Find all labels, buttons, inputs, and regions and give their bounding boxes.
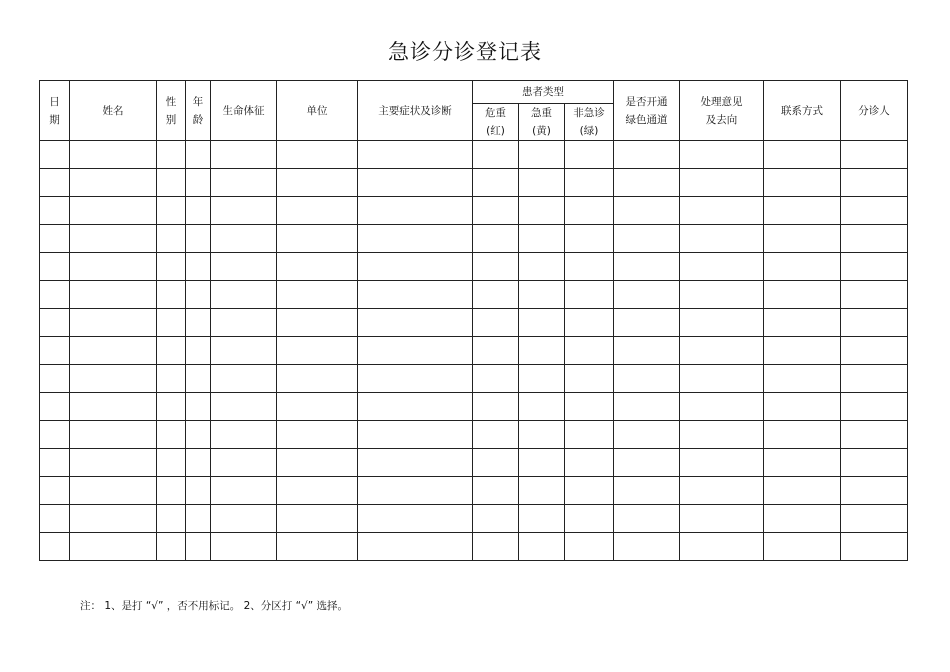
- table-cell[interactable]: [40, 365, 70, 393]
- table-cell[interactable]: [358, 365, 473, 393]
- table-cell[interactable]: [358, 477, 473, 505]
- table-cell[interactable]: [680, 505, 764, 533]
- table-cell[interactable]: [186, 533, 211, 561]
- table-cell[interactable]: [473, 365, 519, 393]
- table-cell[interactable]: [277, 393, 358, 421]
- table-cell[interactable]: [186, 337, 211, 365]
- table-cell[interactable]: [680, 169, 764, 197]
- table-cell[interactable]: [841, 309, 908, 337]
- table-cell[interactable]: [277, 449, 358, 477]
- table-row: [40, 337, 908, 365]
- table-cell[interactable]: [70, 281, 157, 309]
- table-cell[interactable]: [211, 253, 277, 281]
- table-cell[interactable]: [358, 253, 473, 281]
- table-cell[interactable]: [211, 225, 277, 253]
- table-cell[interactable]: [157, 393, 186, 421]
- table-cell[interactable]: [473, 281, 519, 309]
- table-cell[interactable]: [40, 225, 70, 253]
- table-cell[interactable]: [40, 169, 70, 197]
- table-cell[interactable]: [40, 477, 70, 505]
- col-header-non-urgent-green: 非急诊 (绿): [565, 104, 614, 141]
- table-cell[interactable]: [680, 337, 764, 365]
- table-cell[interactable]: [614, 197, 680, 225]
- table-cell[interactable]: [211, 449, 277, 477]
- table-cell[interactable]: [70, 141, 157, 169]
- table-cell[interactable]: [680, 225, 764, 253]
- table-cell[interactable]: [614, 365, 680, 393]
- table-cell[interactable]: [70, 449, 157, 477]
- table-cell[interactable]: [157, 141, 186, 169]
- table-cell[interactable]: [358, 533, 473, 561]
- table-cell[interactable]: [764, 225, 841, 253]
- table-row: [40, 533, 908, 561]
- table-cell[interactable]: [186, 141, 211, 169]
- table-cell[interactable]: [211, 197, 277, 225]
- table-cell[interactable]: [40, 309, 70, 337]
- table-cell[interactable]: [473, 533, 519, 561]
- table-cell[interactable]: [211, 309, 277, 337]
- table-row: [40, 169, 908, 197]
- table-cell[interactable]: [565, 533, 614, 561]
- table-cell[interactable]: [358, 449, 473, 477]
- table-cell[interactable]: [211, 169, 277, 197]
- table-cell[interactable]: [614, 309, 680, 337]
- table-cell[interactable]: [186, 281, 211, 309]
- table-cell[interactable]: [70, 197, 157, 225]
- table-cell[interactable]: [519, 421, 565, 449]
- table-cell[interactable]: [764, 449, 841, 477]
- table-cell[interactable]: [70, 169, 157, 197]
- table-row: [40, 281, 908, 309]
- table-cell[interactable]: [186, 169, 211, 197]
- table-cell[interactable]: [40, 253, 70, 281]
- col-header-unit: 单位: [277, 81, 358, 141]
- table-row: [40, 393, 908, 421]
- table-row: [40, 309, 908, 337]
- table-cell[interactable]: [565, 505, 614, 533]
- table-row: [40, 225, 908, 253]
- table-cell[interactable]: [40, 281, 70, 309]
- table-cell[interactable]: [764, 197, 841, 225]
- table-cell[interactable]: [565, 281, 614, 309]
- col-header-disposition: 处理意见 及去向: [680, 81, 764, 141]
- table-cell[interactable]: [186, 309, 211, 337]
- table-cell[interactable]: [565, 421, 614, 449]
- table-cell[interactable]: [841, 477, 908, 505]
- col-header-critical-red: 危重 (红): [473, 104, 519, 141]
- table-cell[interactable]: [764, 477, 841, 505]
- header-row-1: [40, 81, 908, 104]
- table-cell[interactable]: [519, 225, 565, 253]
- table-cell[interactable]: [473, 505, 519, 533]
- footnote: 注： 1、是打 “√” ，否不用标记。 2、分区打 “√” 选择。: [80, 600, 349, 612]
- table-cell[interactable]: [157, 365, 186, 393]
- table-cell[interactable]: [70, 365, 157, 393]
- table-cell[interactable]: [519, 533, 565, 561]
- table-cell[interactable]: [186, 253, 211, 281]
- table-cell[interactable]: [277, 365, 358, 393]
- table-cell[interactable]: [614, 533, 680, 561]
- table-cell[interactable]: [519, 281, 565, 309]
- table-cell[interactable]: [473, 421, 519, 449]
- table-cell[interactable]: [680, 477, 764, 505]
- table-cell[interactable]: [565, 169, 614, 197]
- table-cell[interactable]: [680, 281, 764, 309]
- table-row: [40, 365, 908, 393]
- table-cell[interactable]: [841, 533, 908, 561]
- table-cell[interactable]: [764, 309, 841, 337]
- table-cell[interactable]: [614, 421, 680, 449]
- table-cell[interactable]: [565, 365, 614, 393]
- table-cell[interactable]: [277, 169, 358, 197]
- table-cell[interactable]: [473, 197, 519, 225]
- col-header-age: 年 龄: [186, 81, 211, 141]
- table-cell[interactable]: [473, 309, 519, 337]
- table-cell[interactable]: [614, 337, 680, 365]
- triage-register-table: [39, 80, 908, 561]
- table-cell[interactable]: [186, 477, 211, 505]
- table-cell[interactable]: [157, 505, 186, 533]
- table-cell[interactable]: [358, 421, 473, 449]
- table-cell[interactable]: [157, 421, 186, 449]
- table-cell[interactable]: [764, 337, 841, 365]
- table-cell[interactable]: [40, 533, 70, 561]
- table-cell[interactable]: [565, 449, 614, 477]
- table-cell[interactable]: [211, 141, 277, 169]
- table-cell[interactable]: [764, 421, 841, 449]
- table-cell[interactable]: [680, 421, 764, 449]
- table-cell[interactable]: [277, 253, 358, 281]
- table-cell[interactable]: [40, 393, 70, 421]
- table-cell[interactable]: [565, 225, 614, 253]
- table-cell[interactable]: [519, 505, 565, 533]
- table-cell[interactable]: [186, 393, 211, 421]
- col-header-symptoms: 主要症状及诊断: [358, 81, 473, 141]
- table-cell[interactable]: [211, 393, 277, 421]
- table-cell[interactable]: [358, 505, 473, 533]
- table-cell[interactable]: [519, 309, 565, 337]
- table-cell[interactable]: [764, 141, 841, 169]
- col-header-contact: 联系方式: [764, 81, 841, 141]
- table-cell[interactable]: [764, 505, 841, 533]
- col-header-date: 日 期: [40, 81, 70, 141]
- table-cell[interactable]: [70, 253, 157, 281]
- table-cell[interactable]: [841, 365, 908, 393]
- table-cell[interactable]: [186, 365, 211, 393]
- table-cell[interactable]: [211, 533, 277, 561]
- table-cell[interactable]: [764, 253, 841, 281]
- table-cell[interactable]: [186, 197, 211, 225]
- col-header-vitals: 生命体征: [211, 81, 277, 141]
- table-cell[interactable]: [841, 505, 908, 533]
- table-cell[interactable]: [358, 225, 473, 253]
- table-cell[interactable]: [157, 533, 186, 561]
- table-cell[interactable]: [565, 197, 614, 225]
- table-cell[interactable]: [186, 421, 211, 449]
- table-cell[interactable]: [211, 477, 277, 505]
- table-cell[interactable]: [277, 421, 358, 449]
- table-cell[interactable]: [358, 281, 473, 309]
- table-cell[interactable]: [70, 421, 157, 449]
- table-cell[interactable]: [614, 393, 680, 421]
- table-cell[interactable]: [519, 141, 565, 169]
- table-cell[interactable]: [358, 337, 473, 365]
- table-cell[interactable]: [473, 449, 519, 477]
- table-cell[interactable]: [277, 309, 358, 337]
- table-cell[interactable]: [473, 253, 519, 281]
- table-cell[interactable]: [70, 533, 157, 561]
- table-cell[interactable]: [764, 365, 841, 393]
- table-cell[interactable]: [473, 141, 519, 169]
- table-cell[interactable]: [157, 477, 186, 505]
- table-cell[interactable]: [211, 337, 277, 365]
- table-cell[interactable]: [277, 281, 358, 309]
- table-cell[interactable]: [565, 477, 614, 505]
- table-cell[interactable]: [841, 393, 908, 421]
- table-row: [40, 253, 908, 281]
- table-cell[interactable]: [519, 449, 565, 477]
- table-cell[interactable]: [277, 505, 358, 533]
- table-cell[interactable]: [680, 393, 764, 421]
- table-cell[interactable]: [565, 141, 614, 169]
- table-cell[interactable]: [157, 449, 186, 477]
- table-cell[interactable]: [519, 393, 565, 421]
- col-header-urgent-yellow: 急重 (黄): [519, 104, 565, 141]
- page-title: 急诊分诊登记表: [388, 40, 542, 64]
- table-cell[interactable]: [565, 337, 614, 365]
- table-cell[interactable]: [841, 421, 908, 449]
- col-header-green-channel: 是否开通 绿色通道: [614, 81, 680, 141]
- table-cell[interactable]: [186, 225, 211, 253]
- table-cell[interactable]: [157, 169, 186, 197]
- table-cell[interactable]: [841, 337, 908, 365]
- table-cell[interactable]: [473, 225, 519, 253]
- table-cell[interactable]: [70, 505, 157, 533]
- table-cell[interactable]: [614, 141, 680, 169]
- table-row: [40, 197, 908, 225]
- register-body: [40, 141, 908, 561]
- table-cell[interactable]: [358, 169, 473, 197]
- table-cell[interactable]: [40, 197, 70, 225]
- table-cell[interactable]: [519, 169, 565, 197]
- table-cell[interactable]: [841, 281, 908, 309]
- table-cell[interactable]: [70, 393, 157, 421]
- table-cell[interactable]: [764, 533, 841, 561]
- table-cell[interactable]: [614, 253, 680, 281]
- table-row: [40, 505, 908, 533]
- table-cell[interactable]: [680, 533, 764, 561]
- table-cell[interactable]: [680, 309, 764, 337]
- table-cell[interactable]: [277, 197, 358, 225]
- table-cell[interactable]: [157, 281, 186, 309]
- table-cell[interactable]: [614, 477, 680, 505]
- col-header-name: 姓名: [70, 81, 157, 141]
- table-cell[interactable]: [614, 449, 680, 477]
- table-cell[interactable]: [70, 477, 157, 505]
- table-cell[interactable]: [157, 337, 186, 365]
- table-cell[interactable]: [211, 281, 277, 309]
- table-cell[interactable]: [614, 505, 680, 533]
- table-cell[interactable]: [157, 309, 186, 337]
- table-cell[interactable]: [614, 225, 680, 253]
- table-cell[interactable]: [277, 141, 358, 169]
- table-cell[interactable]: [70, 225, 157, 253]
- table-cell[interactable]: [157, 253, 186, 281]
- table-row: [40, 449, 908, 477]
- table-cell[interactable]: [40, 421, 70, 449]
- table-cell[interactable]: [277, 225, 358, 253]
- table-cell[interactable]: [40, 505, 70, 533]
- table-cell[interactable]: [473, 169, 519, 197]
- table-cell[interactable]: [211, 365, 277, 393]
- table-row: [40, 421, 908, 449]
- table-cell[interactable]: [186, 449, 211, 477]
- table-cell[interactable]: [40, 449, 70, 477]
- table-cell[interactable]: [40, 141, 70, 169]
- table-cell[interactable]: [519, 253, 565, 281]
- table-row: [40, 141, 908, 169]
- table-cell[interactable]: [680, 141, 764, 169]
- table-cell[interactable]: [186, 505, 211, 533]
- table-cell[interactable]: [277, 337, 358, 365]
- table-cell[interactable]: [841, 449, 908, 477]
- table-cell[interactable]: [473, 477, 519, 505]
- table-cell[interactable]: [565, 309, 614, 337]
- table-cell[interactable]: [841, 169, 908, 197]
- table-cell[interactable]: [841, 197, 908, 225]
- col-header-gender: 性 别: [157, 81, 186, 141]
- table-cell[interactable]: [565, 393, 614, 421]
- table-cell[interactable]: [277, 533, 358, 561]
- table-cell[interactable]: [680, 197, 764, 225]
- table-cell[interactable]: [211, 421, 277, 449]
- table-cell[interactable]: [519, 365, 565, 393]
- table-cell[interactable]: [211, 505, 277, 533]
- table-cell[interactable]: [841, 225, 908, 253]
- table-cell[interactable]: [358, 141, 473, 169]
- table-cell[interactable]: [519, 477, 565, 505]
- table-cell[interactable]: [473, 337, 519, 365]
- table-cell[interactable]: [157, 225, 186, 253]
- table-cell[interactable]: [614, 281, 680, 309]
- table-cell[interactable]: [70, 337, 157, 365]
- col-header-triage-nurse: 分诊人: [841, 81, 908, 141]
- table-cell[interactable]: [680, 253, 764, 281]
- col-header-patient-type: 患者类型: [473, 81, 614, 104]
- table-cell[interactable]: [358, 197, 473, 225]
- table-cell[interactable]: [841, 141, 908, 169]
- table-cell[interactable]: [40, 337, 70, 365]
- table-cell[interactable]: [764, 393, 841, 421]
- table-cell[interactable]: [277, 477, 358, 505]
- table-cell[interactable]: [680, 449, 764, 477]
- table-cell[interactable]: [157, 197, 186, 225]
- table-cell[interactable]: [841, 253, 908, 281]
- table-cell[interactable]: [680, 365, 764, 393]
- table-cell[interactable]: [473, 393, 519, 421]
- table-cell[interactable]: [70, 309, 157, 337]
- table-cell[interactable]: [358, 393, 473, 421]
- table-cell[interactable]: [358, 309, 473, 337]
- table-cell[interactable]: [519, 197, 565, 225]
- table-cell[interactable]: [614, 169, 680, 197]
- table-cell[interactable]: [764, 169, 841, 197]
- table-cell[interactable]: [764, 281, 841, 309]
- table-cell[interactable]: [565, 253, 614, 281]
- table-row: [40, 477, 908, 505]
- table-cell[interactable]: [519, 337, 565, 365]
